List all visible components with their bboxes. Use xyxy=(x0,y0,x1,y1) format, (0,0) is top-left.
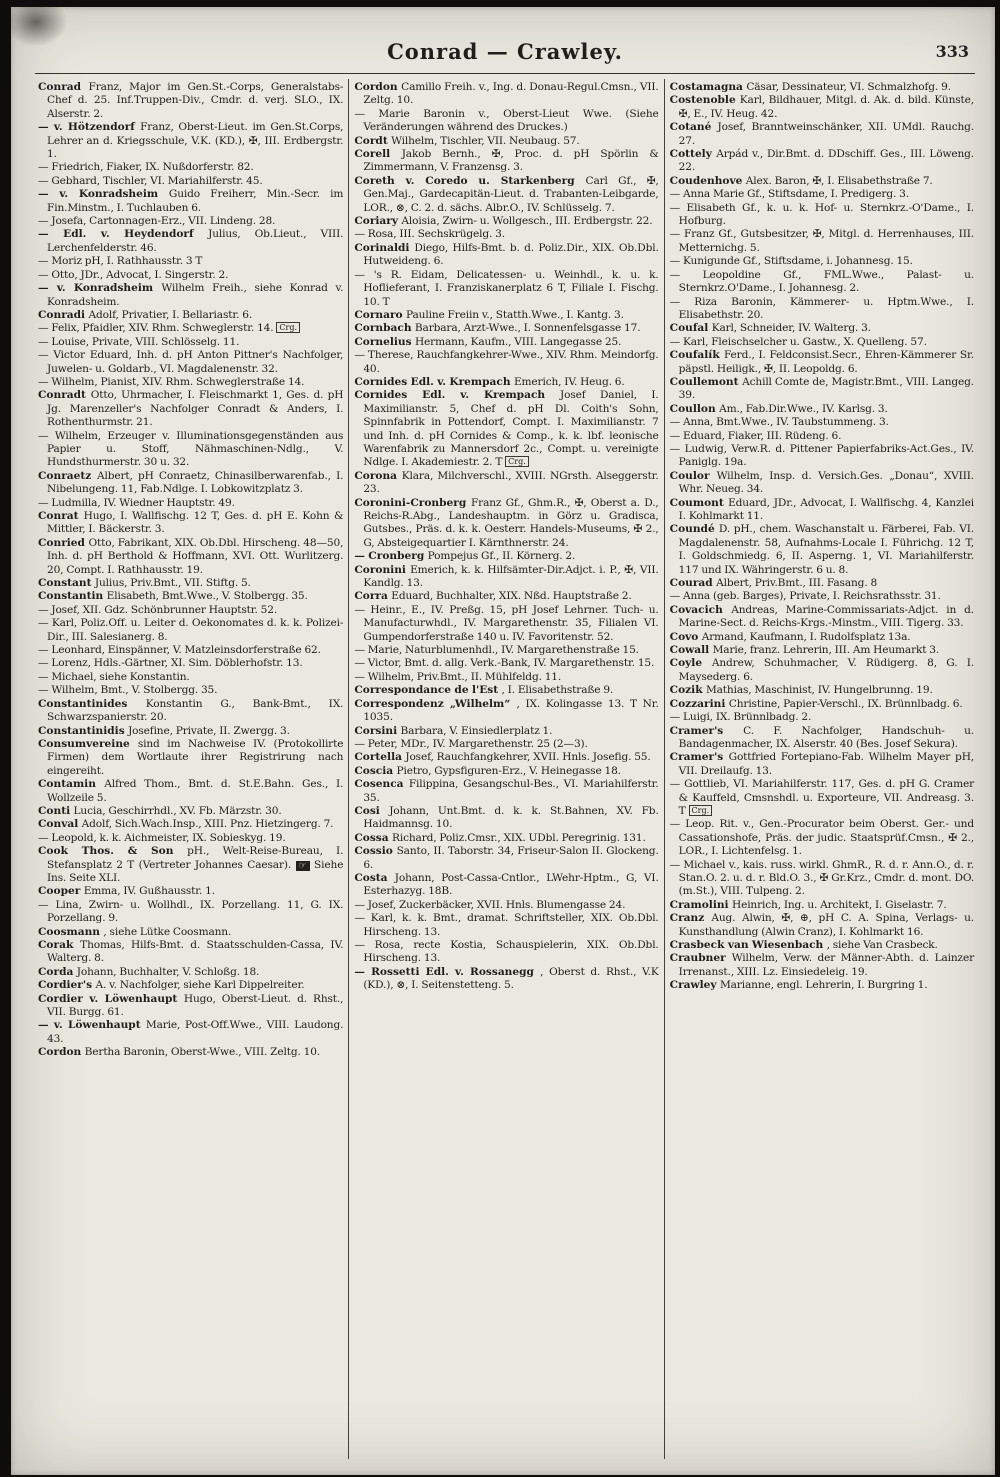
directory-entry: Coreth v. Coredo u. Starkenberg Carl Gf., ✠, Gen.Maj., Gardecapitän-Lieut. d. Trabanten-Leibgarde, LOR., ⊗, C. 2. d. sächs. Albr.O., IV. Schlüsselg. 7. xyxy=(354,174,659,214)
directory-entry: — Leopold, k. k. Aichmeister, IX. Sobieskyg. 19. xyxy=(38,831,286,844)
directory-entry: — Riza Baronin, Kämmerer- u. Hptm.Wwe., I. Elisabethstr. 20. xyxy=(669,295,974,321)
entry-lead-name: — v. Hötzendorf xyxy=(38,121,141,134)
directory-entry: Crasbeck van Wiesenbach , siehe Van Crasbeck. xyxy=(669,939,938,951)
directory-entry: Contamin Alfred Thom., Bmt. d. St.E.Bahn. Ges., I. Wollzeile 5. xyxy=(38,778,344,804)
directory-entry: — Edl. v. Heydendorf Julius, Ob.Lieut., VIII. Lerchenfelderstr. 46. xyxy=(38,228,344,254)
directory-entry: Cossa Richard, Poliz.Cmsr., XIX. UDbl. Peregrinig. 131. xyxy=(354,831,646,844)
entry-lead-name: Coyle xyxy=(669,657,712,670)
directory-entry: Crawley Marianne, engl. Lehrerin, I. Burgring 1. xyxy=(669,979,928,992)
directory-entry: Cosenca Filippina, Gesangschul-Bes., VI. Mariahilferstr. 35. xyxy=(354,778,659,804)
directory-entry: Constant Julius, Priv.Bmt., VII. Stiftg. 5. xyxy=(38,577,251,590)
directory-entry: Corra Eduard, Buchhalter, XIX. Nßd. Hauptstraße 2. xyxy=(354,590,632,603)
directory-entry: Conval Adolf, Sich.Wach.Insp., XIII. Pnz. Hietzingerg. 7. xyxy=(38,818,334,831)
directory-entry: — Elisabeth Gf., k. u. k. Hof- u. Sternkrz.-O'Dame., I. Hofburg. xyxy=(669,201,974,228)
entry-lead-name: Conval xyxy=(38,818,82,831)
entry-lead-name: Covacich xyxy=(669,603,732,616)
crg-badge: Crg. xyxy=(689,805,713,816)
entry-lead-name: Conrad xyxy=(38,81,89,93)
entry-lead-name: Costamagna xyxy=(669,81,747,93)
directory-entry: Coscia Pietro, Gypsfiguren-Erz., V. Heinegasse 18. xyxy=(354,764,621,777)
entry-lead-name: — Cronberg xyxy=(354,550,428,563)
directory-entry: — Therese, Rauchfangkehrer-Wwe., XIV. Rhm. Meindorfg. 40. xyxy=(354,349,659,375)
page-title: Conrad — Crawley. xyxy=(387,39,623,64)
entry-lead-name: — Edl. v. Heydendorf xyxy=(38,228,209,241)
directory-entry: Consumvereine sind im Nachweise IV. (Protokollirte Firmen) dem Wortlaute ihrer Registrirung nach eingereiht. xyxy=(38,737,344,777)
entry-lead-name: Crasbeck van Wiesenbach xyxy=(669,939,827,951)
directory-entry: Coufal Karl, Schneider, IV. Walterg. 3. xyxy=(669,322,871,335)
entry-lead-name: Crawley xyxy=(669,979,720,992)
directory-entry: Cornides Edl. v. Krempach Emerich, IV. Heug. 6. xyxy=(354,375,625,388)
entry-lead-name: Coullemont xyxy=(669,375,743,388)
page-number: 333 xyxy=(935,42,969,61)
entry-lead-name: Corda xyxy=(38,965,77,978)
directory-entry: Cordt Wilhelm, Tischler, VII. Neubaug. 57. xyxy=(354,134,580,147)
directory-entry: Cornides Edl. v. Krempach Josef Daniel, I. Maximilianstr. 5, Chef d. pH Dl. Coith's Sohn, Spinnfabrik in Pottendorf, Compt. I. Maximilianstr. 7 und Inh. d. pH Cornides & Comp., k. k. lbf. leonische Warenfabrik zu Mannersdorf 2c., Compt. u. vereinigte Ndlge. I. Akademiestr. 2. T Crg. xyxy=(354,389,659,469)
directory-entry: Cramer's Gottfried Fortepiano-Fab. Wilhelm Mayer pH, VII. Dreilaufg. 13. xyxy=(669,751,974,777)
directory-entry: Costenoble Karl, Bildhauer, Mitgl. d. Ak. d. bild. Künste, ✠, E., IV. Heug. 42. xyxy=(669,94,974,120)
entry-lead-name: Cozzarini xyxy=(669,697,729,710)
entry-lead-name: — Rossetti Edl. v. Rossanegg xyxy=(354,965,541,978)
directory-entry: Cornaro Pauline Freiin v., Statth.Wwe., I. Kantg. 3. xyxy=(354,308,624,321)
directory-entry: Corell Jakob Bernh., ✠, Proc. d. pH Spörlin & Zimmermann, V. Franzensg. 3. xyxy=(354,148,659,174)
directory-entry: Corona Klara, Milchverschl., XVIII. NGrsth. Alseggerstr. 23. xyxy=(354,469,659,496)
entry-lead-name: Conraetz xyxy=(38,469,97,482)
directory-entry: — Gebhard, Tischler, VI. Mariahilferstr. 45. xyxy=(38,174,263,187)
directory-entry: — Luigi, IX. Brünnlbadg. 2. xyxy=(669,711,812,724)
entry-lead-name: Conti xyxy=(38,804,74,817)
directory-entry: — Ludwig, Verw.R. d. Pittener Papierfabriks-Act.Ges., IV. Paniglg. 19a. xyxy=(669,442,974,469)
entry-lead-name: Cossio xyxy=(354,845,397,858)
entry-lead-name: Cozik xyxy=(669,684,706,697)
directory-entry: Cottely Arpád v., Dir.Bmt. d. DDschiff. Ges., III. Löweng. 22. xyxy=(669,148,975,174)
directory-entry: — Wilhelm, Priv.Bmt., II. Mühlfeldg. 11. xyxy=(354,670,562,683)
entry-lead-name: Coulor xyxy=(669,469,717,482)
directory-entry: Coosmann , siehe Lütke Coosmann. xyxy=(38,925,232,938)
pointing-hand-icon: ☞ xyxy=(296,861,310,871)
directory-entry: — Josef, XII. Gdz. Schönbrunner Hauptstr. 52. xyxy=(38,603,278,616)
entry-lead-name: Constant xyxy=(38,577,95,590)
entry-lead-name: Coronini xyxy=(354,563,411,576)
directory-entry: Cornelius Hermann, Kaufm., VIII. Langegasse 25. xyxy=(354,335,622,348)
entry-lead-name: Cordon xyxy=(38,1046,85,1059)
entry-lead-name: Cornides Edl. v. Krempach xyxy=(354,389,561,402)
column xyxy=(33,79,348,1459)
entry-lead-name: Cotané xyxy=(669,121,718,134)
entry-lead-name: Corak xyxy=(38,939,81,951)
directory-entry: — Leonhard, Einspänner, V. Matzleinsdorferstraße 62. xyxy=(38,644,321,657)
directory-entry: — Wilhelm, Pianist, XIV. Rhm. Schweglerstraße 14. xyxy=(38,375,305,388)
entry-lead-name: Contamin xyxy=(38,778,105,791)
entry-lead-name: Costa xyxy=(354,871,395,884)
directory-entry: Coumont Eduard, JDr., Advocat, I. Wallfischg. 4, Kanzlei I. Kohlmarkt 11. xyxy=(669,496,974,522)
entry-lead-name: Conried xyxy=(38,536,89,549)
directory-entry: Cossio Santo, II. Taborstr. 34, Friseur-Salon II. Glockeng. 6. xyxy=(354,845,659,871)
directory-entry: — Anna (geb. Barges), Private, I. Reichsrathsstr. 31. xyxy=(669,590,941,603)
directory-entry: Correspondenz „Wilhelm“ , IX. Kolingasse 13. T Nr. 1035. xyxy=(354,697,659,724)
entry-lead-name: Cornelius xyxy=(354,335,415,348)
directory-entry: Correspondance de l'Est , I. Elisabethstraße 9. xyxy=(354,684,614,697)
entry-lead-name: Coundé xyxy=(669,523,719,536)
entry-lead-name: Cosi xyxy=(354,804,390,817)
directory-entry: — Karl, k. k. Bmt., dramat. Schriftsteller, XIX. Ob.Dbl. Hirscheng. 13. xyxy=(354,912,659,938)
entry-lead-name: Constantinides xyxy=(38,697,146,710)
directory-entry: — Anna Marie Gf., Stiftsdame, I. Predigerg. 3. xyxy=(669,188,909,201)
directory-entry: — Karl, Poliz.Off. u. Leiter d. Oekonomates d. k. k. Polizei-Dir., III. Salesianerg. 8. xyxy=(38,617,344,643)
directory-entry: Corsini Barbara, V. Einsiedlerplatz 1. xyxy=(354,724,553,737)
entry-lead-name: Conradt xyxy=(38,389,91,402)
directory-entry: Cowall Marie, franz. Lehrerin, III. Am Heumarkt 3. xyxy=(669,644,940,657)
entry-lead-name: Corsini xyxy=(354,724,401,737)
directory-entry: — Josefa, Cartonnagen-Erz., VII. Lindeng. 28. xyxy=(38,215,276,228)
directory-entry: — v. Löwenhaupt Marie, Post-Off.Wwe., VIII. Laudong. 43. xyxy=(38,1019,344,1045)
entry-lead-name: Cramolini xyxy=(669,898,732,911)
directory-entry: — Peter, MDr., IV. Margarethenstr. 25 (2—3). xyxy=(354,737,588,750)
directory-entry: — Rossetti Edl. v. Rossanegg , Oberst d. Rhst., V.K (KD.), ⊗, I. Seitenstetteng. 5. xyxy=(354,965,659,992)
entry-lead-name: Cordt xyxy=(354,134,392,147)
entry-lead-name: Cortella xyxy=(354,751,406,764)
entry-lead-name: Coufalík xyxy=(669,349,724,362)
directory-entry: — Wilhelm, Bmt., V. Stolbergg. 35. xyxy=(38,684,218,697)
entry-lead-name: Constantinidis xyxy=(38,724,129,737)
directory-entry: — Michael v., kais. russ. wirkl. GhmR., R. d. r. Ann.O., d. r. Stan.O. 2. u. d. r. Bld.O. 3., ✠ Gr.Krz., Cmdr. d. mont. DO. (m.St.), VIII. Tulpeng. 2. xyxy=(669,858,974,898)
directory-entry: — Rosa, recte Kostia, Schauspielerin, XIX. Ob.Dbl. Hirscheng. 13. xyxy=(354,939,659,965)
entry-lead-name: Cornbach xyxy=(354,322,415,335)
directory-entry: — Gottlieb, VI. Mariahilferstr. 117, Ges. d. pH G. Cramer & Kauffeld, Cmsnshdl. u. Exporteure, VII. Andreasg. 3. T Crg. xyxy=(669,778,974,817)
entry-lead-name: Coudenhove xyxy=(669,174,746,187)
entry-lead-name: Craubner xyxy=(669,952,732,965)
entry-lead-name: Cramer's xyxy=(669,751,729,764)
entry-lead-name: — v. Konradsheim xyxy=(38,282,162,295)
entry-lead-name: Cranz xyxy=(669,912,712,925)
entry-lead-name: Coullon xyxy=(669,402,720,415)
entry-lead-name: Coscia xyxy=(354,764,397,777)
directory-entry: — Otto, JDr., Advocat, I. Singerstr. 2. xyxy=(38,268,229,281)
directory-entry: — Kunigunde Gf., Stiftsdame, i. Johannesg. 15. xyxy=(669,255,913,268)
directory-entry: Corinaldi Diego, Hilfs-Bmt. b. d. Poliz.Dir., XIX. Ob.Dbl. Hutweideng. 6. xyxy=(354,241,659,268)
directory-entry: Corda Johann, Buchhalter, V. Schloßg. 18. xyxy=(38,965,260,978)
directory-entry: — Ludmilla, IV. Wiedner Hauptstr. 49. xyxy=(38,496,235,509)
directory-entry: — Victor, Bmt. d. allg. Verk.-Bank, IV. Margarethenstr. 15. xyxy=(354,657,655,670)
entry-lead-name: Cossa xyxy=(354,831,393,844)
entry-lead-name: Cooper xyxy=(38,885,84,898)
directory-entry: Coronini Emerich, k. k. Hilfsämter-Dir.Adjct. i. P., ✠, VII. Kandlg. 13. xyxy=(354,563,659,590)
entry-lead-name: Coufal xyxy=(669,322,712,335)
directory-entry: Conraetz Albert, pH Conraetz, Chinasilberwarenfab., I. Nibelungeng. 11, Fab.Ndlge. I. Lobkowitzplatz 3. xyxy=(38,469,344,496)
entry-lead-name: Corell xyxy=(354,148,402,161)
directory-entry: — 's R. Eidam, Delicatessen- u. Weinhdl., k. u. k. Hoflieferant, I. Franziskanerplatz 6 T, Filiale I. Fischg. 10. T xyxy=(354,268,659,308)
crg-badge: Crg. xyxy=(505,456,529,467)
entry-lead-name: Covo xyxy=(669,630,702,643)
directory-entry: — Lina, Zwirn- u. Wollhdl., IX. Porzellang. 11, G. IX. Porzellang. 9. xyxy=(38,898,344,925)
entry-lead-name: Courad xyxy=(669,577,717,590)
entry-lead-name: Constantin xyxy=(38,590,107,603)
entry-lead-name: Cowall xyxy=(669,644,713,657)
directory-entry: Coundé D. pH., chem. Waschanstalt u. Färberei, Fab. VI. Magdalenenstr. 58, Aufnahms-Locale I. Führichg. 12 T, I. Goldschmiedg. 6, II. Asperng. 1, VI. Mariahilferstr. 117 und IX. Währingerstr. 6 u. 8. xyxy=(669,523,975,576)
directory-entry: Covacich Andreas, Marine-Commissariats-Adjct. in d. Marine-Sect. d. Reichs-Krgs.-Minstm., VIII. Tigerg. 33. xyxy=(669,603,974,630)
directory-entry: — Moriz pH, I. Rathhausstr. 3 T xyxy=(38,255,203,268)
entry-lead-name: Conradi xyxy=(38,308,89,321)
directory-entry: — Felix, Pfaidler, XIV. Rhm. Schweglerstr. 14. Crg. xyxy=(38,322,343,335)
directory-entry: — Marie Baronin v., Oberst-Lieut Wwe. (Siehe Veränderungen während des Druckes.) xyxy=(354,107,659,134)
entry-lead-name: — v. Löwenhaupt xyxy=(38,1019,146,1032)
directory-entry: Cornbach Barbara, Arzt-Wwe., I. Sonnenfelsgasse 17. xyxy=(354,322,641,335)
directory-entry: Constantinides Konstantin G., Bank-Bmt., IX. Schwarzspanierstr. 20. xyxy=(38,697,344,724)
directory-entry: — Cronberg Pompejus Gf., II. Körnerg. 2. xyxy=(354,550,576,563)
directory-entry: Coullon Am., Fab.Dir.Wwe., IV. Karlsg. 3. xyxy=(669,402,888,415)
directory-entry: — v. Hötzendorf Franz, Oberst-Lieut. im Gen.St.Corps, Lehrer an d. Kriegsschule, V.K. (KD.), ✠, III. Erdbergstr. 1. xyxy=(38,121,344,161)
directory-entry: Cordon Camillo Freih. v., Ing. d. Donau-Regul.Cmsn., VII. Zeltg. 10. xyxy=(354,81,659,107)
directory-entry: Cozik Mathias, Maschinist, IV. Hungelbrunng. 19. xyxy=(669,684,933,697)
column xyxy=(664,79,979,1459)
directory-entry: Coulor Wilhelm, Insp. d. Versich.Ges. „Donau“, XVIII. Whr. Neueg. 34. xyxy=(669,469,975,496)
entry-lead-name: Cosenca xyxy=(354,778,409,791)
entry-lead-name: Corinaldi xyxy=(354,241,415,254)
directory-entry: — Leop. Rit. v., Gen.-Procurator beim Oberst. Ger.- und Cassationshofe, Präs. der judic. Staatsprüf.Cmsn., ✠ 2., LOR., I. Lichtenfelsg. 1. xyxy=(669,818,974,858)
directory-entry: Cotané Josef, Branntweinschänker, XII. UMdl. Rauchg. 27. xyxy=(669,121,974,147)
entry-lead-name: Coosmann xyxy=(38,925,104,938)
entry-lead-name: Cornides Edl. v. Krempach xyxy=(354,375,514,388)
directory-entry: Costamagna Cäsar, Dessinateur, VI. Schmalzhofg. 9. xyxy=(669,81,951,93)
entry-lead-name: Coriary xyxy=(354,215,402,228)
directory-entry: Cranz Aug. Alwin, ✠, ⊕, pH C. A. Spina, Verlags- u. Kunsthandlung (Alwin Cranz), I. Kohlmarkt 16. xyxy=(669,912,975,938)
directory-entry: Cosi Johann, Unt.Bmt. d. k. k. St.Bahnen, XV. Fb. Haidmannsg. 10. xyxy=(354,804,659,831)
entry-lead-name: Coreth v. Coredo u. Starkenberg xyxy=(354,174,586,187)
directory-entry: Cozzarini Christine, Papier-Verschl., IX. Brünnlbadg. 6. xyxy=(669,697,963,710)
entry-lead-name: Conrat xyxy=(38,510,84,522)
directory-entry: — Wilhelm, Erzeuger v. Illuminationsgegenständen aus Papier u. Stoff, Nähmaschinen-Ndlg., V. Hundsthurmerstr. 30 u. 32. xyxy=(38,429,344,469)
directory-entry: Conradi Adolf, Privatier, I. Bellariastr. 6. xyxy=(38,308,253,321)
directory-entry: Cordier v. Löwenhaupt Hugo, Oberst-Lieut. d. Rhst., VII. Burgg. 61. xyxy=(38,992,344,1019)
directory-entry: — Marie, Naturblumenhdl., IV. Margarethenstraße 15. xyxy=(354,644,639,657)
directory-entry: Coyle Andrew, Schuhmacher, V. Rüdigerg. 8, G. I. Maysederg. 6. xyxy=(669,657,974,683)
directory-entry: Coufalík Ferd., I. Feldconsist.Secr., Ehren-Kämmerer Sr. päpstl. Heiligk., ✠, II. Leopoldg. 6. xyxy=(669,349,974,375)
entry-lead-name: Corona xyxy=(354,469,402,482)
directory-entry: Conried Otto, Fabrikant, XIX. Ob.Dbl. Hirscheng. 48—50, Inh. d. pH Berthold & Hoffmann, XVI. Ott. Wurlitzerg. 20, Compt. I. Rathhausstr. 19. xyxy=(38,536,344,576)
directory-entry: — Heinr., E., IV. Preßg. 15, pH Josef Lehrner. Tuch- u. Manufacturwhdl., IV. Margarethenstr. 35, Filialen VI. Gumpendorferstraße 140 u. IV. Favoritenstr. 52. xyxy=(354,603,659,643)
entry-lead-name: Cook Thos. & Son xyxy=(38,845,188,858)
directory-entry: Cooper Emma, IV. Gußhausstr. 1. xyxy=(38,885,215,898)
entry-lead-name: Cornaro xyxy=(354,308,407,321)
directory-entry: — Lorenz, Hdls.-Gärtner, XI. Sim. Döblerhofstr. 13. xyxy=(38,657,303,670)
directory-entry: — Franz Gf., Gutsbesitzer, ✠, Mitgl. d. Herrenhauses, III. Metternichg. 5. xyxy=(669,228,974,254)
directory-entry: — v. Konradsheim Guido Freiherr, Min.-Secr. im Fin.Minstm., I. Tuchlauben 6. xyxy=(38,188,344,214)
entry-lead-name: Coumont xyxy=(669,496,729,509)
entry-lead-name: Cottely xyxy=(669,148,717,161)
crg-badge: Crg. xyxy=(276,322,300,333)
directory-entry: Cook Thos. & Son pH., Welt-Reise-Bureau, I. Stefansplatz 2 T (Vertreter Johannes Caesar). ☞ Siehe Ins. Seite XLI. xyxy=(38,845,344,884)
columns-container xyxy=(33,79,979,1459)
directory-entry: — Anna, Bmt.Wwe., IV. Taubstummeng. 3. xyxy=(669,416,889,429)
directory-entry: Courad Albert, Priv.Bmt., III. Fasang. 8 xyxy=(669,577,878,590)
directory-entry: Cramolini Heinrich, Ing. u. Architekt, I. Giselastr. 7. xyxy=(669,898,947,911)
directory-entry: — Victor Eduard, Inh. d. pH Anton Pittner's Nachfolger, Juwelen- u. Goldarb., VI. Magdalenenstr. 32. xyxy=(38,349,344,375)
directory-entry: Conti Lucia, Geschirrhdl., XV. Fb. Märzstr. 30. xyxy=(38,804,282,817)
entry-lead-name: Costenoble xyxy=(669,94,740,107)
entry-lead-name: Cordier v. Löwenhaupt xyxy=(38,992,184,1005)
entry-lead-name: Corra xyxy=(354,590,392,603)
directory-entry: — Louise, Private, VIII. Schlösselg. 11. xyxy=(38,335,240,348)
entry-lead-name: Cordier's xyxy=(38,979,96,992)
directory-entry: Cramer's C. F. Nachfolger, Handschuh- u. Bandagenmacher, IX. Alserstr. 40 (Bes. Josef Sekura). xyxy=(669,724,974,750)
directory-entry: — Josef, Zuckerbäcker, XVII. Hnls. Blumengasse 24. xyxy=(354,898,626,911)
entry-lead-name: Correspondenz „Wilhelm“ xyxy=(354,697,517,710)
directory-entry: — Leopoldine Gf., FML.Wwe., Palast- u. Sternkrz.O'Dame., I. Johannesg. 2. xyxy=(669,268,974,295)
directory-entry: Corak Thomas, Hilfs-Bmt. d. Staatsschulden-Cassa, IV. Walterg. 8. xyxy=(38,939,344,965)
directory-entry: — Karl, Fleischselcher u. Gastw., X. Quelleng. 57. xyxy=(669,335,927,348)
directory-entry: Cortella Josef, Rauchfangkehrer, XVII. Hnls. Josefig. 55. xyxy=(354,751,651,764)
directory-entry: Coriary Aloisia, Zwirn- u. Wollgesch., III. Erdbergstr. 22. xyxy=(354,215,653,228)
column xyxy=(348,79,663,1459)
directory-entry: — Michael, siehe Konstantin. xyxy=(38,670,190,683)
directory-entry: Coronini-Cronberg Franz Gf., Ghm.R., ✠, Oberst a. D., Reichs-R.Abg., Landeshauptm. in Görz u. Gradisca, Gutsbes., Präs. d. k. k. Oesterr. Handels-Museums, ✠ 2., G, Absteigequartier I. Kärnthnerstr. 24. xyxy=(354,496,659,549)
directory-entry: Conrad Franz, Major im Gen.St.-Corps, Generalstabs-Chef d. 25. Inf.Truppen-Div., Cmdr. d. verj. SLO., IX. Alserstr. 2. xyxy=(38,81,344,120)
directory-entry: Cordier's A. v. Nachfolger, siehe Karl Dippelreiter. xyxy=(38,979,305,992)
directory-entry: — Eduard, Fiaker, III. Rüdeng. 6. xyxy=(669,429,842,442)
directory-entry: — Friedrich, Fiaker, IX. Nußdorferstr. 82. xyxy=(38,161,254,174)
directory-entry: Costa Johann, Post-Cassa-Cntlor., LWehr-Hptm., G, VI. Esterhazyg. 18B. xyxy=(354,871,659,898)
directory-page xyxy=(11,7,995,1475)
entry-lead-name: Correspondance de l'Est xyxy=(354,684,502,697)
directory-entry: Conrat Hugo, I. Wallfischg. 12 T, Ges. d. pH E. Kohn & Mittler, I. Bäckerstr. 3. xyxy=(38,510,344,536)
directory-entry: Constantin Elisabeth, Bmt.Wwe., V. Stolbergg. 35. xyxy=(38,590,308,603)
directory-entry: Covo Armand, Kaufmann, I. Rudolfsplatz 13a. xyxy=(669,630,911,643)
directory-entry: Coullemont Achill Comte de, Magistr.Bmt., VIII. Langeg. 39. xyxy=(669,375,975,402)
directory-entry: Craubner Wilhelm, Verw. der Männer-Abth. d. Lainzer Irrenanst., XIII. Lz. Einsiedeleig. 19. xyxy=(669,952,974,978)
entry-lead-name: Cordon xyxy=(354,81,402,93)
entry-lead-name: — v. Konradsheim xyxy=(38,188,169,201)
entry-lead-name: Consumvereine xyxy=(38,737,138,750)
page-header xyxy=(35,39,975,74)
directory-entry: Cordon Bertha Baronin, Oberst-Wwe., VIII. Zeltg. 10. xyxy=(38,1046,321,1059)
entry-lead-name: Cramer's xyxy=(669,724,744,737)
directory-entry: Constantinidis Josefine, Private, II. Zwergg. 3. xyxy=(38,724,290,737)
directory-entry: Conradt Otto, Uhrmacher, I. Fleischmarkt 1, Ges. d. pH Jg. Marenzeller's Nachfolger Conradt & Anders, I. Rothenthurmstr. 21. xyxy=(38,389,344,429)
directory-entry: Coudenhove Alex. Baron, ✠, I. Elisabethstraße 7. xyxy=(669,174,933,187)
entry-lead-name: Coronini-Cronberg xyxy=(354,496,471,509)
directory-entry: — v. Konradsheim Wilhelm Freih., siehe Konrad v. Konradsheim. xyxy=(38,282,344,308)
directory-entry: — Rosa, III. Sechskrügelg. 3. xyxy=(354,228,505,241)
